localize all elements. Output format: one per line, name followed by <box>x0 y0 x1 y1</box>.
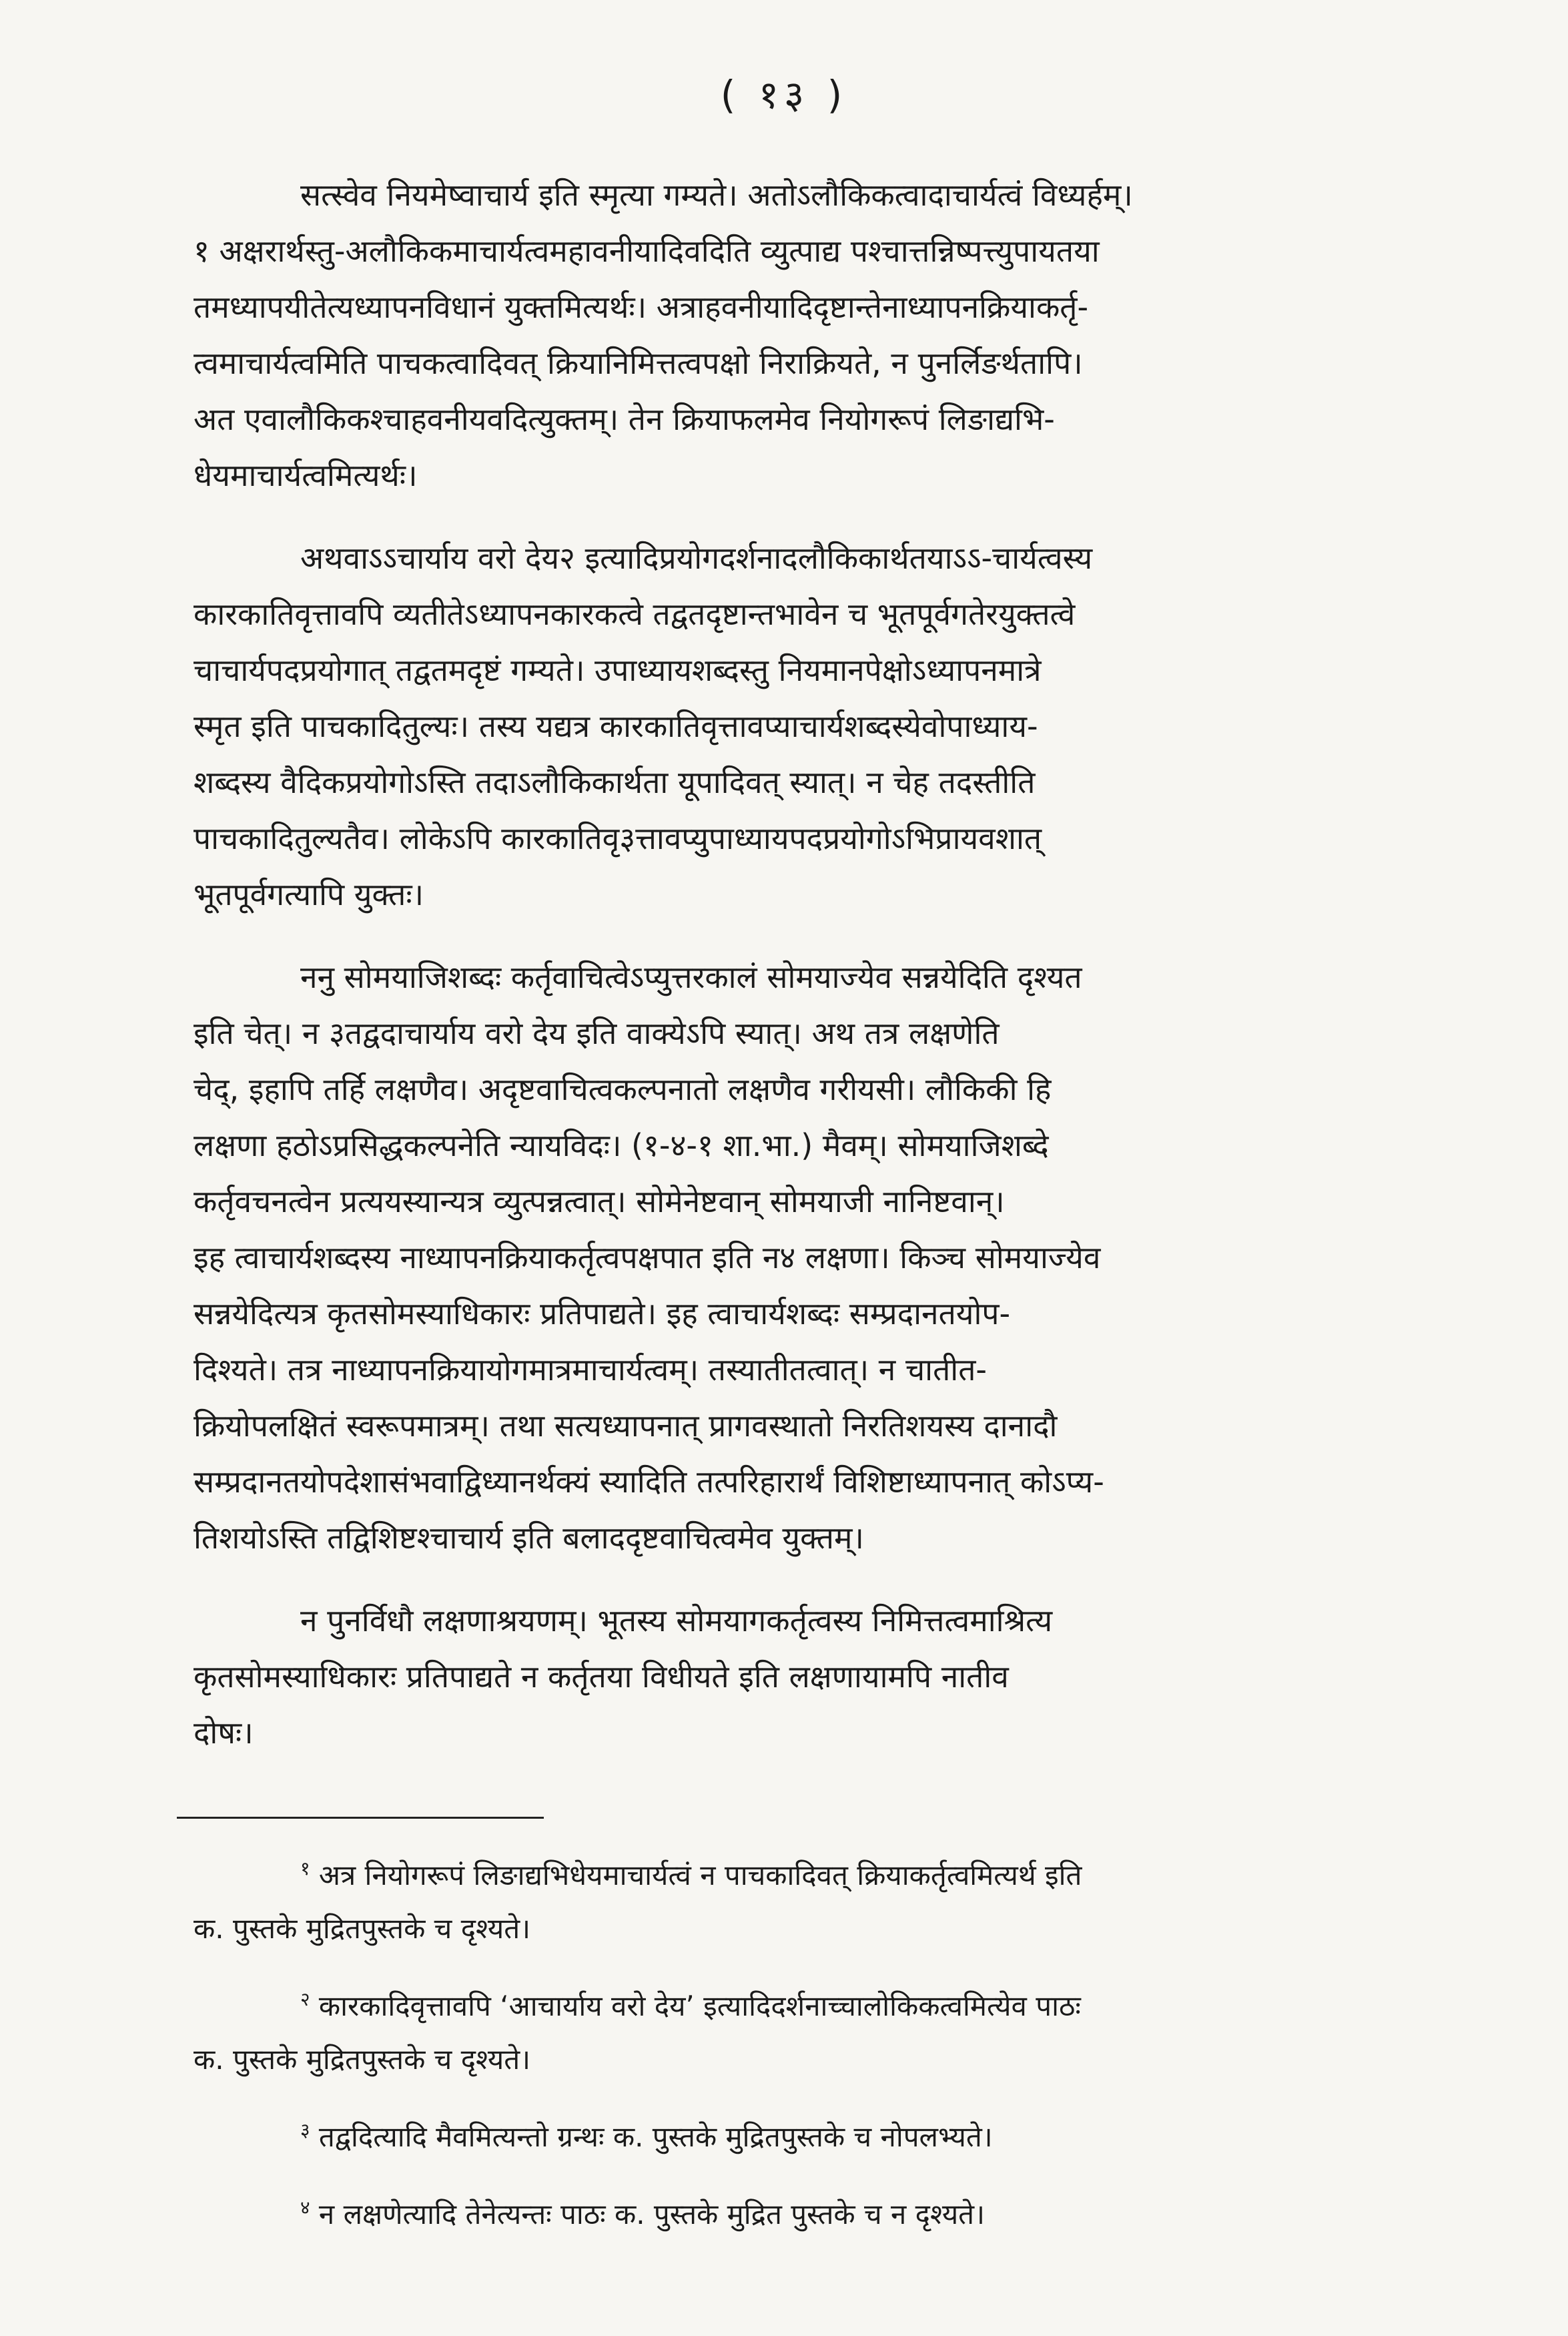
text-line: अत एवालौकिकश्चाहवनीयवदित्युक्तम्। तेन क्रियाफलमेव नियोगरूपं लिङाद्यभि- <box>193 401 1055 437</box>
footnote-line <box>193 1973 1415 2033</box>
text-line: धेयमाचार्यत्वमित्यर्थः। <box>193 457 418 493</box>
text-line: लक्षणा हठोऽप्रसिद्धकल्पनेति न्यायविदः। (१-४-१ शा.भा.) मैवम्। सोमयाजिशब्दे <box>193 1127 1049 1163</box>
paragraph-4 <box>193 1592 1415 1761</box>
footnote-divider <box>177 1817 544 1819</box>
footnote-line <box>193 2181 1415 2241</box>
footnote-mark: १ <box>300 1857 310 1879</box>
footnote-mark: ४ <box>300 2197 310 2219</box>
footnote-mark: २ <box>300 1988 310 2010</box>
footnote-text: तद्वदित्यादि मैवमित्यन्तो ग्रन्थः क. पुस्तके मुद्रितपुस्तके च नोपलभ्यते। <box>318 2120 993 2153</box>
text-line: पाचकादितुल्यतैव। लोकेऽपि कारकातिवृ३त्तावप्युपाध्यायपदप्रयोगोऽभिप्रायवशात् <box>193 820 1042 856</box>
footnotes <box>193 1842 1415 2259</box>
text-line: सन्नयेदित्यत्र कृतसोमस्याधिकारः प्रतिपाद्यते। इह त्वाचार्यशब्दः सम्प्रदानतयोप- <box>193 1295 1011 1332</box>
text-line: न पुनर्विधौ लक्षणाश्रयणम्। भूतस्य सोमयागकर्तृत्वस्य निमित्तत्वमाश्रित्य <box>300 1602 1053 1639</box>
text-line: चाचार्यपदप्रयोगात् तद्वतमदृष्टं गम्यते। उपाध्यायशब्दस्तु नियमानपेक्षोऽध्यापनमात्रे <box>193 652 1042 688</box>
footnote-1 <box>193 1842 1415 1956</box>
text-line: सत्स्वेव नियमेष्वाचार्य इति स्मृत्या गम्यते। अतोऽलौकिकत्वादाचार्यत्वं विध्यर्हम्। <box>300 177 1133 213</box>
paragraph-2 <box>193 530 1415 922</box>
footnote-mark: ३ <box>300 2119 310 2141</box>
footnote-line: क. पुस्तके मुद्रितपुस्तके च दृश्यते। <box>193 1912 531 1945</box>
text-line: इति चेत्। न ३तद्वदाचार्याय वरो देय इति वाक्येऽपि स्यात्। अथ तत्र लक्षणेति <box>193 1015 1000 1051</box>
text-line: दिश्यते। तत्र नाध्यापनक्रियायोगमात्रमाचार्यत्वम्। तस्यातीतत्वात्। न चातीत- <box>193 1352 988 1388</box>
footnote-line <box>193 1842 1415 1902</box>
paragraph-3 <box>193 949 1415 1566</box>
text-line: शब्दस्य वैदिकप्रयोगोऽस्ति तदाऽलौकिकार्थता यूपादिवत् स्यात्। न चेह तदस्तीति <box>193 764 1036 800</box>
footnote-text: कारकादिवृत्तावपि ‘आचार्याय वरो देय’ इत्यादिदर्शनाच्चालोकिकत्वमित्येव पाठः <box>318 1990 1081 2022</box>
text-line: अथवाऽऽचार्याय वरो देय२ इत्यादिप्रयोगदर्शनादलौकिकार्थतयाऽऽ-चार्यत्वस्य <box>300 540 1093 576</box>
text-line: भूतपूर्वगत्यापि युक्तः। <box>193 876 424 912</box>
footnote-text: न लक्षणेत्यादि तेनेत्यन्तः पाठः क. पुस्तके मुद्रित पुस्तके च न दृश्यते। <box>318 2198 986 2231</box>
text-line: तिशयोऽस्ति तद्विशिष्टश्चाचार्य इति बलाददृष्टवाचित्वमेव युक्तम्। <box>193 1520 864 1556</box>
text-line: कारकातिवृत्तावपि व्यतीतेऽध्यापनकारकत्वे तद्वतदृष्टान्तभावेन च भूतपूर्वगतेरयुक्तत्वे <box>193 596 1076 632</box>
footnote-4 <box>193 2181 1415 2241</box>
text-line: ननु सोमयाजिशब्दः कर्तृवाचित्वेऽप्युत्तरकालं सोमयाज्येव सन्नयेदिति दृश्यत <box>300 959 1082 995</box>
text-line: सम्प्रदानतयोपदेशासंभवाद्विध्यानर्थक्यं स्यादिति तत्परिहारार्थं विशिष्टाध्यापनात् कोऽप्य- <box>193 1464 1104 1500</box>
text-line: चेद्, इहापि तर्हि लक्षणैव। अदृष्टवाचित्वकल्पनातो लक्षणैव गरीयसी। लौकिकी हि <box>193 1071 1052 1107</box>
page-number: ( १३ ) <box>720 72 848 117</box>
paragraph-1 <box>193 167 1415 503</box>
text-line: क्रियोपलक्षितं स्वरूपमात्रम्। तथा सत्यध्यापनात् प्रागवस्थातो निरतिशयस्य दानादौ <box>193 1408 1058 1444</box>
text-line: कर्तृवचनत्वेन प्रत्ययस्यान्यत्र व्युत्पन्नत्वात्। सोमेनेष्टवान् सोमयाजी नानिष्टवान्। <box>193 1183 1005 1219</box>
footnote-line: क. पुस्तके मुद्रितपुस्तके च दृश्यते। <box>193 2043 531 2076</box>
text-line: १ अक्षरार्थस्तु-अलौकिकमाचार्यत्वमहावनीयादिवदिति व्युत्पाद्य पश्चात्तन्निष्पत्त्युपायतया <box>193 233 1100 269</box>
text-line: त्वमाचार्यत्वमिति पाचकत्वादिवत् क्रियानिमित्तत्वपक्षो निराक्रियते, न पुनर्लिङर्थतापि। <box>193 345 1083 381</box>
text-line: दोषः। <box>193 1715 254 1751</box>
footnote-line <box>193 2104 1415 2164</box>
footnote-3 <box>193 2104 1415 2164</box>
footnote-text: अत्र नियोगरूपं लिङाद्यभिधेयमाचार्यत्वं न पाचकादिवत् क्रियाकर्तृत्वमित्यर्थ इति <box>318 1859 1082 1891</box>
footnote-2 <box>193 1973 1415 2086</box>
main-text <box>193 167 1415 1787</box>
text-line: तमध्यापयीतेत्यध्यापनविधानं युक्तमित्यर्थः। अत्राहवनीयादिदृष्टान्तेनाध्यापनक्रियाकर्तृ- <box>193 289 1089 325</box>
text-line: स्मृत इति पाचकादितुल्यः। तस्य यद्यत्र कारकातिवृत्तावप्याचार्यशब्दस्येवोपाध्याय- <box>193 708 1038 744</box>
text-line: कृतसोमस्याधिकारः प्रतिपाद्यते न कर्तृतया विधीयते इति लक्षणायामपि नातीव <box>193 1659 1009 1695</box>
text-line: इह त्वाचार्यशब्दस्य नाध्यापनक्रियाकर्तृत्वपक्षपात इति न४ लक्षणा। किञ्च सोमयाज्येव <box>193 1239 1101 1275</box>
